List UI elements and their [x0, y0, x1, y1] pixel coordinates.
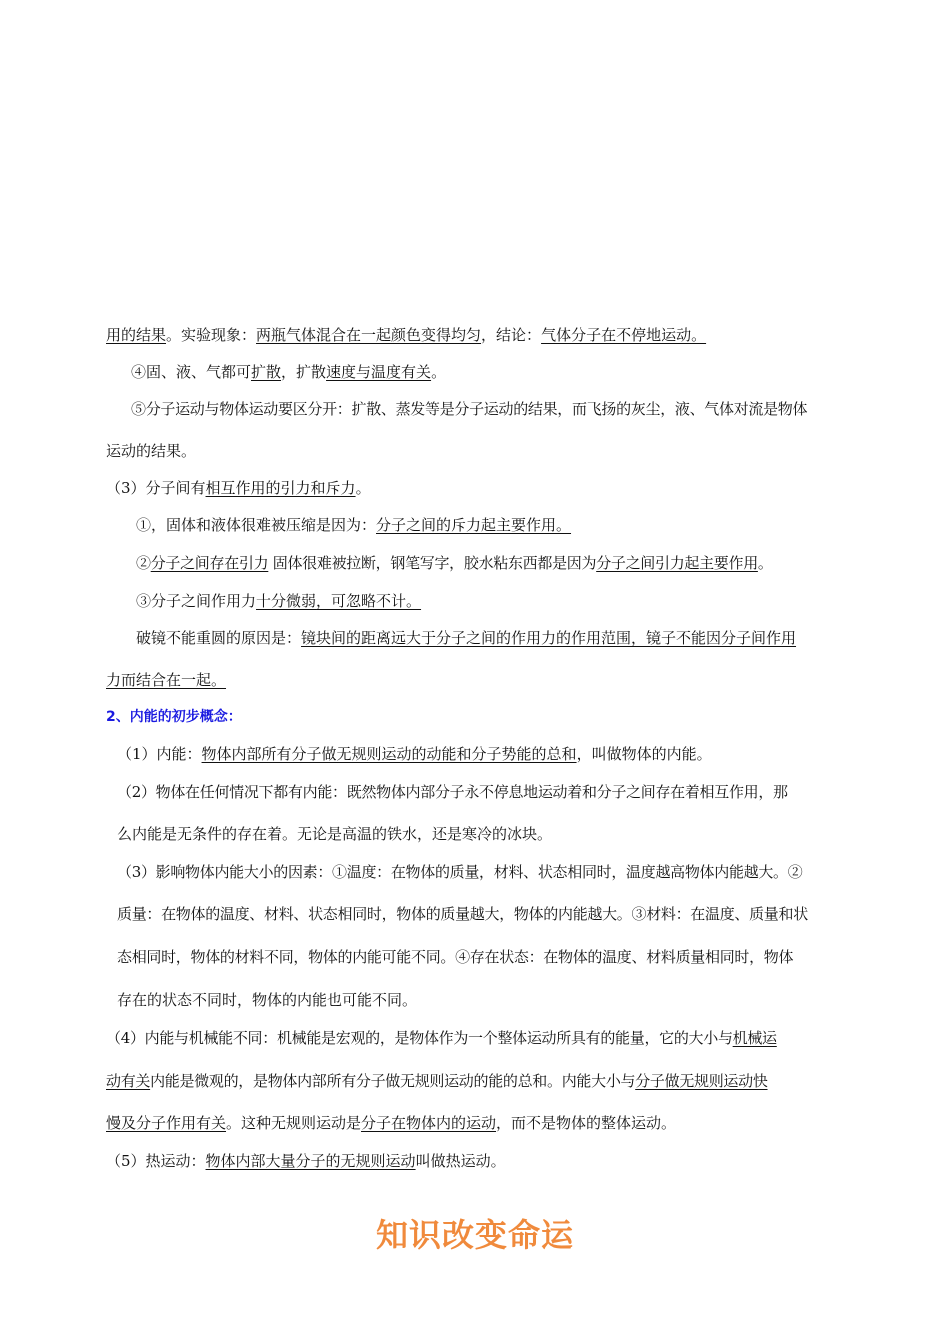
underlined-text: 物体内部大量分子的无规则运动: [205, 1152, 416, 1170]
underlined-text: 十分微弱: [256, 592, 317, 610]
underlined-text: 扩散: [251, 363, 282, 381]
text: ，叫做物体的内能。: [576, 745, 712, 763]
text: 运动的结果。: [106, 442, 197, 460]
text: ，而不是物体的整体运动。: [496, 1114, 677, 1132]
paragraph-line: [106, 1071, 768, 1091]
underlined-text: 机械运: [732, 1029, 777, 1047]
footer-motto: 知识改变命运: [375, 1216, 574, 1254]
underlined-text: 两瓶气体混合在一起颜色变得均匀: [256, 326, 482, 344]
text: （1）内能：: [117, 745, 202, 763]
paragraph-line: [136, 591, 421, 611]
paragraph-line: [136, 515, 571, 535]
paragraph-line: [106, 670, 226, 690]
paragraph-line: [106, 1113, 676, 1133]
text: （2）物体在任何情况下都有内能：既然物体内部分子永不停息地运动着和分子之间存在着相互作用，那: [117, 783, 788, 801]
underlined-text: 镜块间的距离远大于分子之间的作用力的作用范围，镜子不能因分子间作用: [301, 629, 797, 647]
underlined-text: 分子做无规则运动快: [635, 1072, 768, 1090]
paragraph-line: [117, 744, 712, 764]
text: 叫做热运动。: [415, 1152, 506, 1170]
text: 。: [355, 479, 371, 497]
underlined-text: 物体内部所有分子做无规则运动的动能和分子势能的总和: [201, 745, 577, 763]
text: 。实验现象：: [166, 326, 257, 344]
text: （4）内能与机械能不同：机械能是宏观的，是物体作为一个整体运动所具有的能量，它的大小与: [106, 1029, 733, 1047]
paragraph-line: [106, 478, 371, 498]
underlined-text: 用的结果: [106, 326, 167, 344]
text: ，结论：: [481, 326, 542, 344]
paragraph-line: [131, 362, 446, 382]
text: 内能是微观的，是物体内部所有分子做无规则运动的能的总和。内能大小与: [150, 1072, 636, 1090]
text: ③分子之间作用力: [136, 592, 257, 610]
paragraph-line: [117, 782, 788, 802]
text: 。这种无规则运动是: [226, 1114, 362, 1132]
paragraph-line: [117, 990, 417, 1010]
paragraph-line: [106, 1151, 506, 1171]
paragraph-line: [117, 947, 793, 967]
section-heading: 2、内能的初步概念：: [106, 709, 242, 725]
text: ④固、液、气都可: [131, 363, 252, 381]
text: 么内能是无条件的存在着。无论是高温的铁水，还是寒冷的冰块。: [117, 825, 553, 843]
paragraph-line: [106, 1028, 777, 1048]
text: 。: [757, 554, 773, 572]
paragraph-line: [117, 904, 808, 924]
paragraph-line: [136, 628, 796, 648]
paragraph-line: [106, 325, 706, 345]
text: （3）影响物体内能大小的因素：①温度：在物体的质量，材料、状态相同时，温度越高物体内能越大。②: [117, 863, 803, 881]
text: ①，固体和液体很难被压缩是因为：: [136, 516, 377, 534]
underlined-text: 速度与温度有关: [326, 363, 432, 381]
text: 。: [431, 363, 447, 381]
underlined-text: 相互作用的引力和斥力: [205, 479, 356, 497]
text: 破镜不能重圆的原因是：: [136, 629, 302, 647]
underlined-text: 分子之间引力起主要作用: [596, 554, 758, 572]
text: （3）分子间有: [106, 479, 206, 497]
text: 存在的状态不同时，物体的内能也可能不同。: [117, 991, 418, 1009]
underlined-text: 分子在物体内的运动: [361, 1114, 497, 1132]
underlined-text: 分子之间的斥力起主要作用。: [376, 516, 572, 534]
underlined-text: 慢及分子作用有关: [106, 1114, 227, 1132]
paragraph-line: [117, 862, 802, 882]
underlined-text: 分子之间存在引力: [150, 554, 269, 572]
text: 质量：在物体的温度、材料、状态相同时，物体的质量越大，物体的内能越大。③材料：在温度、质量和状: [117, 905, 808, 923]
underlined-text: 力而结合在一起。: [106, 671, 227, 689]
text: 固体很难被拉断，钢笔写字，胶水粘东西都是因为: [268, 554, 597, 572]
underlined-text: 动有关: [106, 1072, 151, 1090]
text: ，扩散: [281, 363, 327, 381]
paragraph-line: [136, 553, 773, 573]
text: ②: [136, 554, 151, 572]
paragraph-line: [131, 399, 807, 419]
text: 态相同时，物体的材料不同，物体的内能可能不同。④存在状态：在物体的温度、材料质量相同时，物体: [117, 948, 794, 966]
underlined-text: 气体分子在不停地运动。: [541, 326, 707, 344]
paragraph-line: [117, 824, 552, 844]
text: （5）热运动：: [106, 1152, 206, 1170]
paragraph-line: [106, 441, 196, 461]
underlined-text: ，可忽略不计。: [316, 592, 422, 610]
text: ⑤分子运动与物体运动要区分开：扩散、蒸发等是分子运动的结果，而飞扬的灰尘，液、气体对流是物体: [131, 400, 808, 418]
